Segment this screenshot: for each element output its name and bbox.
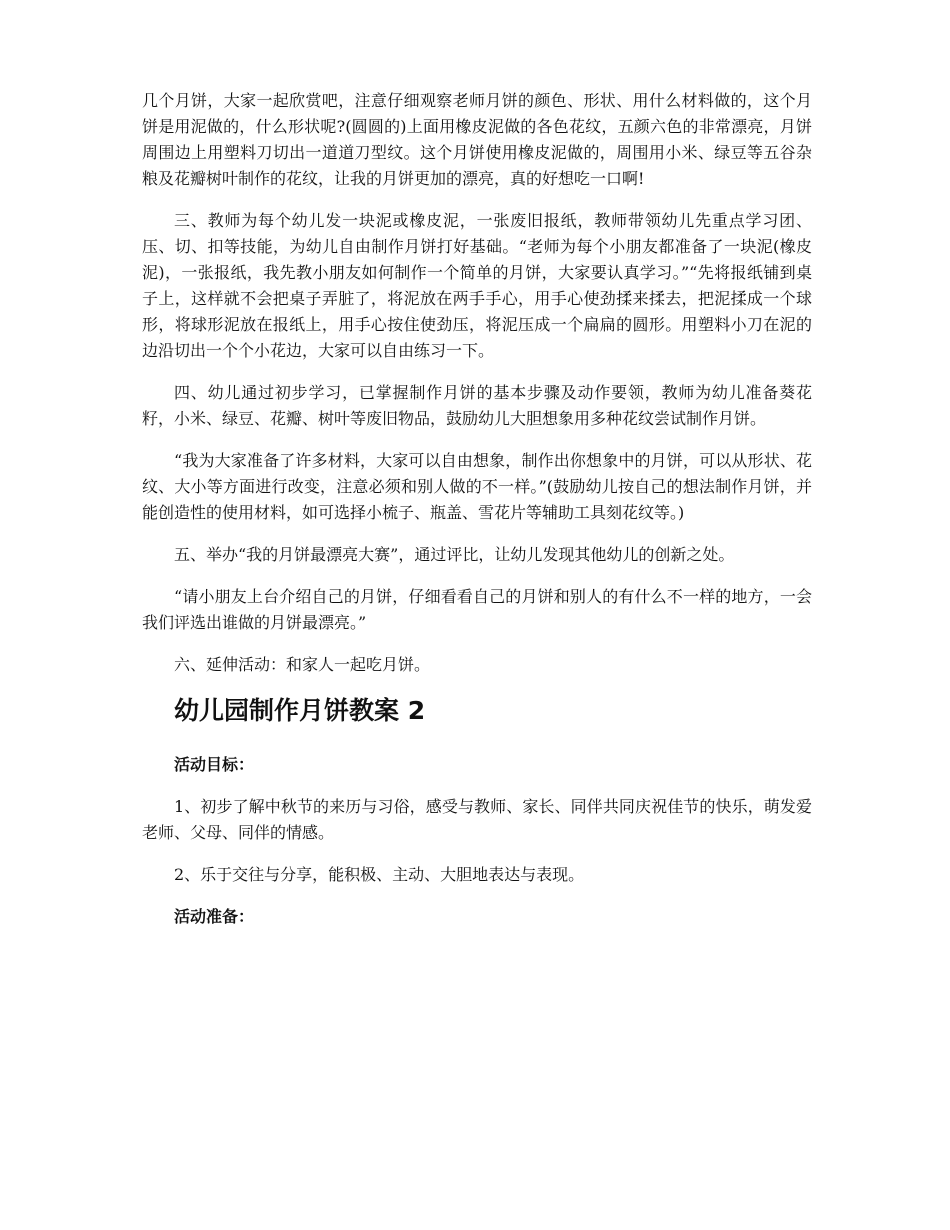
body-paragraph: 五、举办“我的月饼最漂亮大赛”，通过评比，让幼儿发现其他幼儿的创新之处。 bbox=[174, 545, 735, 564]
body-paragraph: “请小朋友上台介绍自己的月饼，仔细看看自己的月饼和别人的有什么不一样的地方，一会我们评选出谁做的月饼最漂亮。” bbox=[142, 587, 812, 632]
document-page bbox=[142, 88, 812, 946]
body-paragraph: 几个月饼，大家一起欣赏吧，注意仔细观察老师月饼的颜色、形状、用什么材料做的，这个月饼是用泥做的，什么形状呢?(圆圆的)上面用橡皮泥做的各色花纹，五颜六色的非常漂亮，月饼周围边上用塑料刀切出一道道刀型纹。这个月饼使用橡皮泥做的，周围用小米、绿豆等五谷杂粮及花瓣树叶制作的花纹，让我的月饼更加的漂亮，真的好想吃一口啊! bbox=[142, 91, 812, 188]
goals-subheading: 活动目标： bbox=[174, 755, 255, 774]
goal-item: 2、乐于交往与分享，能积极、主动、大胆地表达与表现。 bbox=[174, 865, 585, 884]
section-heading: 幼儿园制作月饼教案 2 bbox=[174, 696, 426, 725]
body-paragraph: 六、延伸活动：和家人一起吃月饼。 bbox=[174, 655, 431, 674]
body-paragraph: 三、教师为每个幼儿发一块泥或橡皮泥，一张废旧报纸，教师带领幼儿先重点学习团、压、切、扣等技能，为幼儿自由制作月饼打好基础。“老师为每个小朋友都准备了一块泥(橡皮泥)，一张报纸，我先教小朋友如何制作一个简单的月饼，大家要认真学习。”“先将报纸铺到桌子上，这样就不会把桌子弄脏了，将泥放在两手手心，用手心使劲揉来揉去，把泥揉成一个球形，将球形泥放在报纸上，用手心按住使劲压，将泥压成一个扁扁的圆形。用塑料小刀在泥的边沿切出一个个小花边，大家可以自由练习一下。 bbox=[142, 211, 812, 360]
body-paragraph: 四、幼儿通过初步学习，已掌握制作月饼的基本步骤及动作要领，教师为幼儿准备葵花籽，小米、绿豆、花瓣、树叶等废旧物品，鼓励幼儿大胆想象用多种花纹尝试制作月饼。 bbox=[142, 383, 812, 428]
goal-item: 1、初步了解中秋节的来历与习俗，感受与教师、家长、同伴共同庆祝佳节的快乐，萌发爱老师、父母、同伴的情感。 bbox=[142, 797, 812, 842]
preparation-subheading: 活动准备： bbox=[174, 907, 255, 926]
body-paragraph: “我为大家准备了许多材料，大家可以自由想象，制作出你想象中的月饼，可以从形状、花纹、大小等方面进行改变，注意必须和别人做的不一样。”(鼓励幼儿按自己的想法制作月饼，并能创造性的使用材料，如可选择小梳子、瓶盖、雪花片等辅助工具刻花纹等。) bbox=[142, 451, 812, 522]
